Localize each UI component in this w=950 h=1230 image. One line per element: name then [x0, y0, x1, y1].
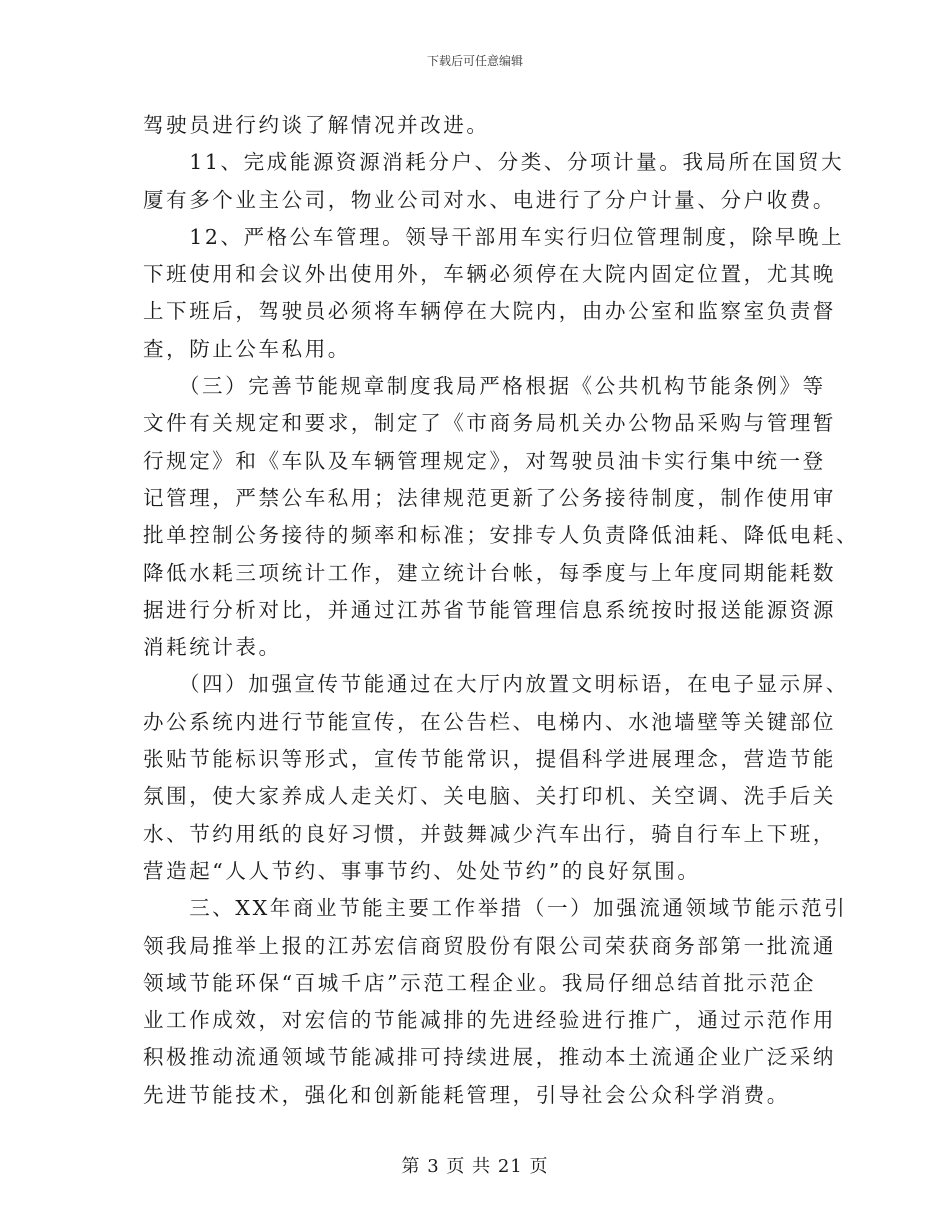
- body-line: 驾驶员进行约谈了解情况并改进。: [143, 113, 490, 137]
- body-line: 查，防止公车私用。: [143, 336, 351, 361]
- body-line: 张贴节能标识等形式，宣传节能常识，提倡科学进展理念，营造节能: [143, 747, 836, 772]
- body-line: 领我局推举上报的江苏宏信商贸股份有限公司荣获商务部第一批流通: [143, 933, 836, 958]
- body-line: 营造起“人人节约、事事节约、处处节约”的良好氛围。: [143, 858, 701, 883]
- page-header: 下载后可任意编辑: [426, 54, 523, 68]
- body-line: 厦有多个业主公司，物业公司对水、电进行了分户计量、分户收费。: [143, 187, 836, 212]
- body-line: 降低水耗三项统计工作，建立统计台帐，每季度与上年度同期能耗数: [143, 560, 836, 585]
- body-line: 三、XX年商业节能主要工作举措（一）加强流通领域节能示范引: [143, 896, 848, 921]
- body-line: （三）完善节能规章制度我局严格根据《公共机构节能条例》等: [143, 374, 826, 399]
- body-line: 消耗统计表。: [143, 635, 282, 660]
- body-line: 记管理，严禁公车私用；法律规范更新了公务接待制度，制作使用审: [143, 485, 836, 510]
- body-line: 办公系统内进行节能宣传，在公告栏、电梯内、水池墙壁等关键部位: [143, 709, 836, 734]
- body-line: 业工作成效，对宏信的节能减排的先进经验进行推广，通过示范作用: [143, 1008, 836, 1033]
- body-line: 水、节约用纸的良好习惯，并鼓舞减少汽车出行，骑自行车上下班，: [143, 821, 836, 846]
- body-line: 批单控制公务接待的频率和标准；安排专人负责降低油耗、降低电耗、: [143, 523, 860, 548]
- body-line: 下班使用和会议外出使用外，车辆必须停在大院内固定位置，尤其晚: [143, 262, 836, 287]
- body-line: 行规定》和《车队及车辆管理规定》，对驾驶员油卡实行集中统一登: [143, 448, 826, 473]
- body-line: 文件有关规定和要求，制定了《市商务局机关办公物品采购与管理暂: [143, 411, 836, 436]
- body-line: （四）加强宣传节能通过在大厅内放置文明标语，在电子显示屏、: [143, 672, 849, 697]
- body-line: 领域节能环保“百城千店”示范工程企业。我局仔细总结首批示范企: [143, 970, 816, 995]
- document-body: [143, 107, 860, 1114]
- body-line: 据进行分析对比，并通过江苏省节能管理信息系统按时报送能源资源: [143, 597, 836, 622]
- body-line: 积极推动流通领域节能减排可持续进展，推动本土流通企业广泛采纳: [143, 1045, 836, 1070]
- body-line: 上下班后，驾驶员必须将车辆停在大院内，由办公室和监察室负责督: [143, 299, 836, 324]
- page-number-footer: 第 3 页 共 21 页: [401, 1156, 549, 1177]
- body-line: 先进节能技术，强化和创新能耗管理，引导社会公众科学消费。: [143, 1082, 790, 1107]
- body-line: 氛围，使大家养成人走关灯、关电脑、关打印机、关空调、洗手后关: [143, 784, 836, 809]
- body-line: 11、完成能源资源消耗分户、分类、分项计量。我局所在国贸大: [143, 150, 845, 175]
- body-line: 12、严格公车管理。领导干部用车实行归位管理制度，除早晚上: [143, 224, 845, 249]
